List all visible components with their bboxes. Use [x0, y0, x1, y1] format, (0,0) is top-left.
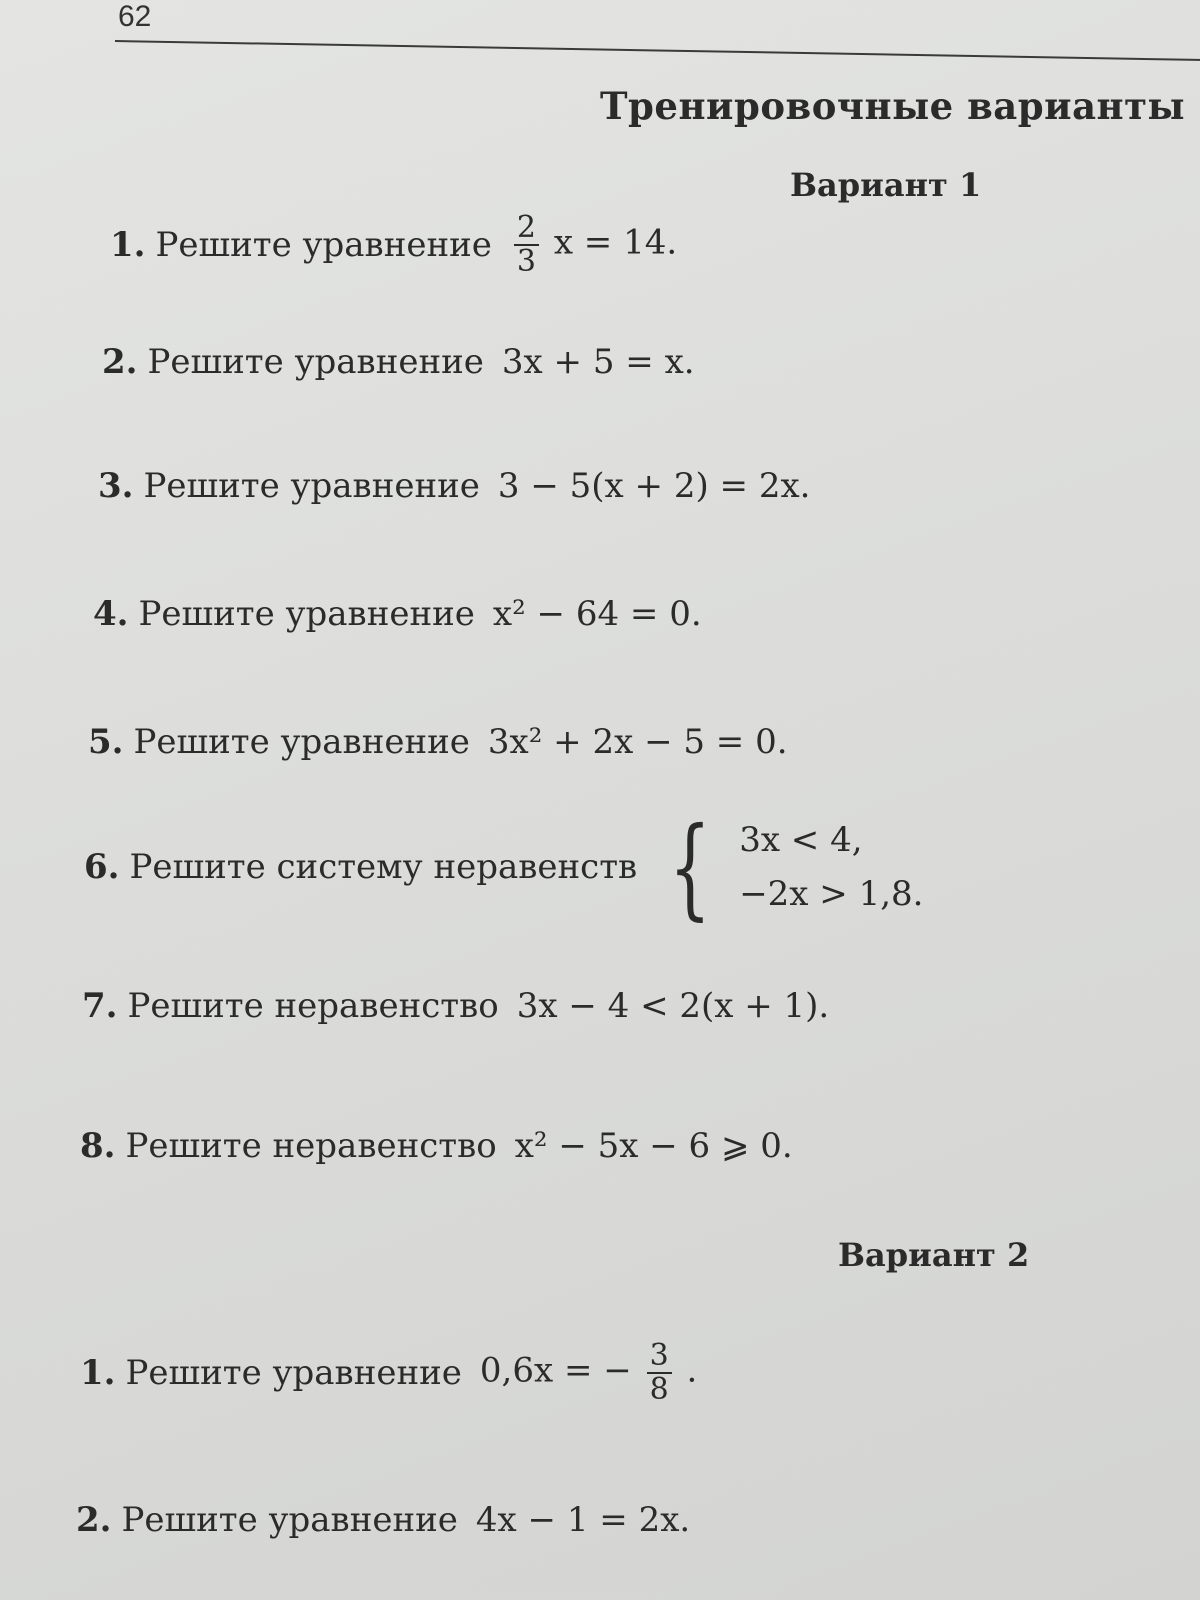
task-item: [93, 594, 702, 634]
system-row: −2x > 1,8.: [739, 874, 924, 914]
task-number: 3.: [98, 466, 134, 506]
task-item: [98, 466, 810, 506]
fraction-numerator: 3: [647, 1340, 672, 1374]
task-expression: 3 − 5(x + 2) = 2x.: [497, 466, 811, 506]
fraction: [647, 1340, 672, 1405]
task-item: [80, 1126, 793, 1166]
task-number: 7.: [82, 986, 118, 1026]
task-text: Решите уравнение: [125, 1352, 462, 1393]
header-rule: [115, 40, 1200, 61]
task-expression: 3x² + 2x − 5 = 0.: [487, 722, 788, 762]
task-item: [88, 722, 788, 762]
fraction-denominator: 8: [649, 1371, 669, 1407]
expression-rest: .: [686, 1350, 698, 1391]
task-text: Решите систему неравенств: [129, 847, 638, 887]
task-text: Решите уравнение: [147, 342, 484, 382]
task-number: 1.: [110, 224, 146, 265]
fraction-denominator: 3: [516, 243, 537, 279]
task-item: [110, 212, 677, 277]
page-number: 62: [118, 0, 152, 33]
expression-rest: x = 14.: [553, 222, 678, 263]
task-item: [82, 986, 829, 1026]
task-number: 6.: [84, 847, 120, 887]
task-expression: 4x − 1 = 2x.: [475, 1500, 691, 1540]
task-item: [80, 1340, 697, 1405]
task-number: 2.: [102, 342, 138, 382]
fraction-numerator: 2: [514, 212, 539, 246]
task-expression: 3x − 4 < 2(x + 1).: [516, 986, 830, 1026]
task-text: Решите неравенство: [127, 986, 499, 1026]
task-item: [76, 1500, 690, 1540]
task-text: Решите уравнение: [155, 224, 492, 265]
task-item: [84, 803, 924, 931]
task-text: Решите уравнение: [133, 722, 470, 762]
task-item: [102, 342, 695, 382]
task-text: Решите уравнение: [121, 1500, 458, 1540]
inequality-system: [655, 803, 924, 931]
system-row: 3x < 4,: [739, 820, 863, 860]
task-expression: [480, 1340, 697, 1405]
left-brace: {: [669, 803, 712, 931]
task-number: 4.: [93, 594, 129, 634]
expression-lead: 0,6x = −: [479, 1350, 632, 1391]
system-rows: [739, 820, 923, 914]
task-text: Решите уравнение: [138, 594, 475, 634]
task-number: 5.: [88, 722, 124, 762]
variant-1-heading: Вариант 1: [790, 166, 982, 204]
task-number: 2.: [76, 1500, 112, 1540]
task-number: 8.: [80, 1126, 116, 1166]
task-expression: 3x + 5 = x.: [501, 342, 695, 382]
task-expression: [510, 212, 677, 277]
fraction: [514, 212, 539, 277]
section-title: Тренировочные варианты: [600, 84, 1186, 128]
task-text: Решите неравенство: [125, 1126, 497, 1166]
variant-2-heading: Вариант 2: [838, 1236, 1030, 1274]
task-text: Решите уравнение: [143, 466, 480, 506]
task-number: 1.: [80, 1352, 116, 1393]
task-expression: x² − 5x − 6 ⩾ 0.: [514, 1126, 793, 1166]
task-expression: x² − 64 = 0.: [492, 594, 702, 634]
